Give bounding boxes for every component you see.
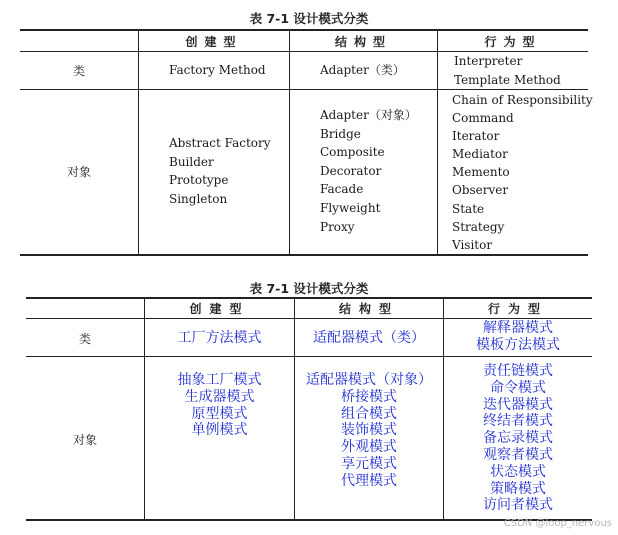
pattern-name: 装饰模式 xyxy=(341,422,397,439)
pattern-name: Flyweight xyxy=(320,200,381,215)
table1-caption: 表 7-1 设计模式分类 xyxy=(249,11,369,26)
table2-row-rule xyxy=(26,356,592,357)
pattern-name: Visitor xyxy=(452,237,493,252)
table2-row-label-object: 对象 xyxy=(72,433,97,447)
table1-header-creational: 创建型 xyxy=(185,35,243,49)
table2-header-rule xyxy=(26,318,592,319)
pattern-name: 访问者模式 xyxy=(483,497,553,514)
table2-class-creational xyxy=(145,330,294,347)
table1-object-creational xyxy=(169,134,271,208)
pattern-name: 终结者模式 xyxy=(483,413,553,430)
table1-col-divider-1 xyxy=(138,29,139,255)
pattern-name: Prototype xyxy=(169,173,229,188)
table2-class-structural xyxy=(295,330,443,347)
table1-class-structural xyxy=(320,61,405,80)
table1-row-label-class: 类 xyxy=(72,64,85,78)
pattern-name: 适配器模式（对象） xyxy=(306,372,432,388)
table1-class-behavioral xyxy=(454,52,561,89)
pattern-name: 模板方法模式 xyxy=(476,336,560,353)
table2-header-behavioral: 行为型 xyxy=(487,302,548,316)
pattern-name: Builder xyxy=(169,154,214,169)
table2-object-behavioral xyxy=(444,363,592,514)
table2-class-behavioral xyxy=(444,320,592,354)
pattern-name: 生成器模式 xyxy=(184,388,255,405)
pattern-name: Proxy xyxy=(320,219,355,234)
table1-header-structural: 结构型 xyxy=(334,35,392,49)
pattern-name: Chain of Responsibility xyxy=(452,93,593,107)
table1-bottom-rule xyxy=(20,254,588,256)
table1-col-divider-3 xyxy=(437,29,438,255)
table1-header-behavioral: 行为型 xyxy=(484,35,542,49)
pattern-name: Strategy xyxy=(452,219,505,234)
pattern-name: Observer xyxy=(452,183,509,198)
pattern-name: 观察者模式 xyxy=(483,446,553,463)
table2-object-structural xyxy=(295,372,443,490)
pattern-name: Mediator xyxy=(452,147,508,162)
table1-object-behavioral xyxy=(452,91,593,254)
pattern-name: 原型模式 xyxy=(191,405,248,422)
table2-object-creational xyxy=(145,372,294,439)
table1-object-structural xyxy=(320,106,417,236)
pattern-name: Adapter（类） xyxy=(320,63,405,77)
pattern-name: 命令模式 xyxy=(490,379,546,396)
pattern-name: 迭代器模式 xyxy=(483,396,553,413)
pattern-name: 外观模式 xyxy=(341,439,397,456)
table1-row-label-object: 对象 xyxy=(66,165,91,179)
pattern-name: Adapter（对象） xyxy=(320,108,417,122)
pattern-name: Interpreter xyxy=(454,54,523,68)
table2-caption: 表 7-1 设计模式分类 xyxy=(249,281,369,296)
pattern-name: 享元模式 xyxy=(341,455,397,472)
table1-top-rule xyxy=(20,29,588,31)
pattern-name: 解释器模式 xyxy=(483,320,553,336)
pattern-name: Command xyxy=(452,111,514,126)
pattern-name: Bridge xyxy=(320,126,361,141)
table2-header-creational: 创建型 xyxy=(189,302,250,316)
pattern-name: Abstract Factory xyxy=(169,136,271,150)
watermark: CSDN @loop_nervous xyxy=(503,518,612,529)
pattern-name: 代理模式 xyxy=(341,472,397,489)
pattern-name: Singleton xyxy=(169,191,228,206)
pattern-name: 单例模式 xyxy=(191,422,248,439)
pattern-name: 状态模式 xyxy=(490,463,546,480)
table2-top-rule xyxy=(26,297,592,299)
pattern-name: Iterator xyxy=(452,129,500,144)
table1-class-creational xyxy=(169,61,266,80)
pattern-name: 责任链模式 xyxy=(483,363,553,379)
table1-col-divider-2 xyxy=(289,29,290,255)
pattern-name: Template Method xyxy=(454,72,561,87)
pattern-name: Memento xyxy=(452,165,510,180)
pattern-name: 工厂方法模式 xyxy=(177,330,262,346)
pattern-name: 抽象工厂模式 xyxy=(177,372,262,388)
pattern-name: 适配器模式（类） xyxy=(313,330,425,346)
pattern-name: 组合模式 xyxy=(341,405,397,422)
pattern-name: 策略模式 xyxy=(490,480,546,497)
pattern-name: Decorator xyxy=(320,163,382,178)
table2-header-structural: 结构型 xyxy=(338,302,399,316)
pattern-name: Factory Method xyxy=(169,63,266,77)
pattern-name: Composite xyxy=(320,145,385,160)
pattern-name: Facade xyxy=(320,182,364,197)
pattern-name: 桥接模式 xyxy=(341,388,397,405)
table2-row-label-class: 类 xyxy=(78,332,91,346)
pattern-name: State xyxy=(452,201,485,216)
pattern-name: 备忘录模式 xyxy=(483,430,553,447)
